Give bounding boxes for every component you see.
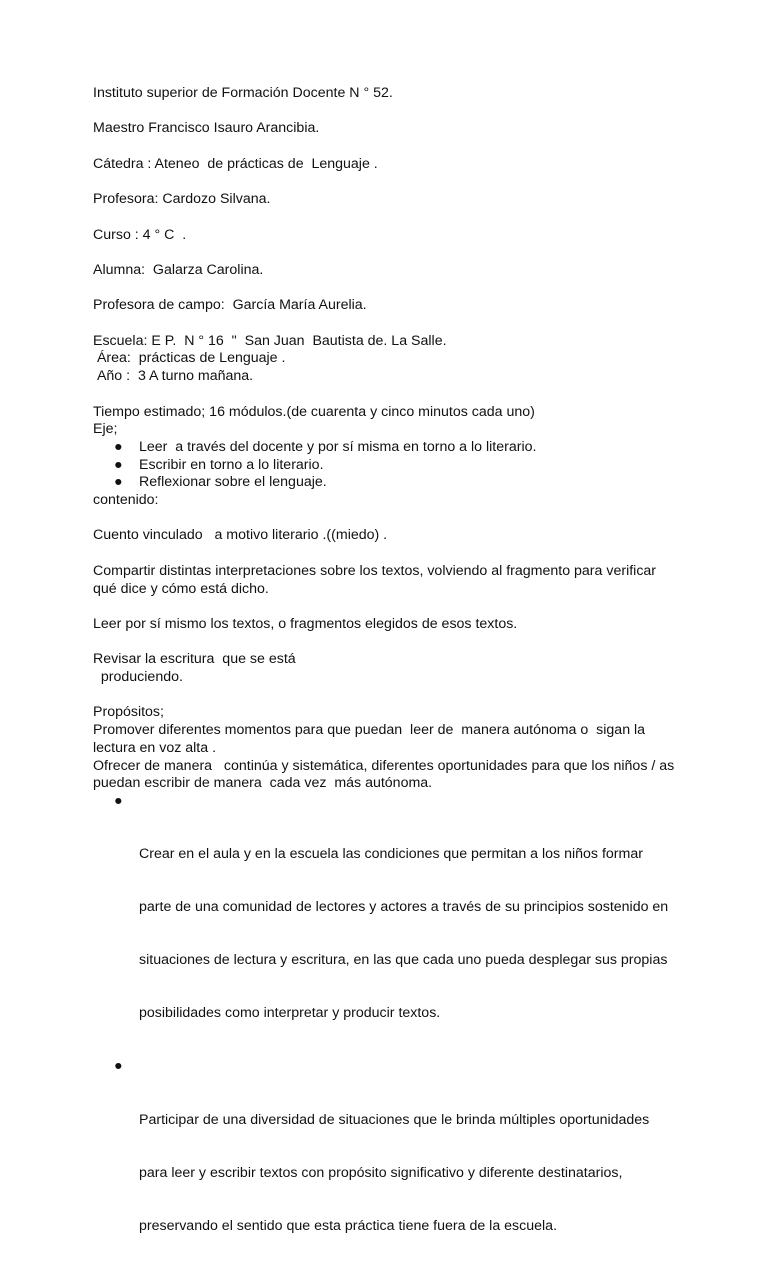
bullet-icon: ● — [114, 438, 123, 455]
bullet-icon: ● — [114, 474, 123, 491]
bullet-icon: ● — [114, 1058, 123, 1075]
year-line: Año : 3 A turno mañana. — [93, 368, 254, 385]
field-professor-line: Profesora de campo: García María Aurelia. — [93, 297, 367, 314]
leer-line: Leer por sí mismo los textos, o fragmentos elegidos de esos textos. — [93, 615, 518, 632]
course-line: Curso : 4 ° C . — [93, 226, 187, 243]
list-item: ● Leer a través del docente y por sí misma en torno a lo literario. — [114, 438, 537, 455]
time-line: Tiempo estimado; 16 módulos.(de cuarenta y cinco minutos cada uno) — [93, 403, 535, 420]
course-subject-line: Cátedra : Ateneo de prácticas de Lenguaje . — [93, 155, 378, 172]
promover-line-2: lectura en voz alta . — [93, 739, 217, 756]
ofrecer-line-1: Ofrecer de manera continúa y sistemática, diferentes oportunidades para que los niños / as — [93, 757, 675, 774]
list-item: ● Reflexionar sobre el lenguaje. — [114, 474, 327, 491]
compartir-line-1: Compartir distintas interpretaciones sobre los textos, volviendo al fragmento para verificar — [93, 562, 657, 579]
eje-label: Eje; — [93, 421, 118, 438]
propositos-label: Propósitos; — [93, 704, 164, 721]
school-line: Escuela: E P. N ° 16 " San Juan Bautista de. La Salle. — [93, 332, 447, 349]
promover-line-1: Promover diferentes momentos para que puedan leer de manera autónoma o sigan la — [93, 722, 646, 739]
teacher-name-line: Maestro Francisco Isauro Arancibia. — [93, 120, 320, 137]
compartir-line-2: qué dice y cómo está dicho. — [93, 580, 269, 597]
revisar-line-1: Revisar la escritura que se está — [93, 651, 296, 668]
document-page — [93, 85, 693, 1271]
professor-line: Profesora: Cardozo Silvana. — [93, 191, 271, 208]
ofrecer-line-2: puedan escribir de manera cada vez más autónoma. — [93, 775, 433, 792]
propositos-list — [93, 793, 693, 1271]
cuento-line: Cuento vinculado a motivo literario .((miedo) . — [93, 527, 388, 544]
list-item: ● Escribir en torno a lo literario. — [114, 456, 324, 473]
institute-line: Instituto superior de Formación Docente N ° 52. — [93, 85, 393, 101]
area-line: Área: prácticas de Lenguaje . — [93, 350, 286, 367]
student-line: Alumna: Galarza Carolina. — [93, 261, 264, 278]
eje-list — [93, 439, 693, 492]
revisar-line-2: produciendo. — [93, 669, 183, 686]
bullet-icon: ● — [114, 792, 123, 809]
list-item: ● Participar de una diversidad de situaciones que le brinda múltiples oportunidades para leer y escribir textos con propósito significativo y diferente destinatarios, preservando el sentido que esta práctica tiene fuera de la escuela. — [114, 1058, 650, 1234]
contenido-label: contenido: — [93, 492, 159, 509]
list-item: ● Crear en el aula y en la escuela las condiciones que permitan a los niños formar parte de una comunidad de lectores y actores a través de su principios sostenido en situaciones de lectura y escritura, en las que cada uno pueda desplegar sus propias posibilidades como interpretar y producir textos. — [114, 792, 669, 1022]
bullet-icon: ● — [114, 456, 123, 473]
